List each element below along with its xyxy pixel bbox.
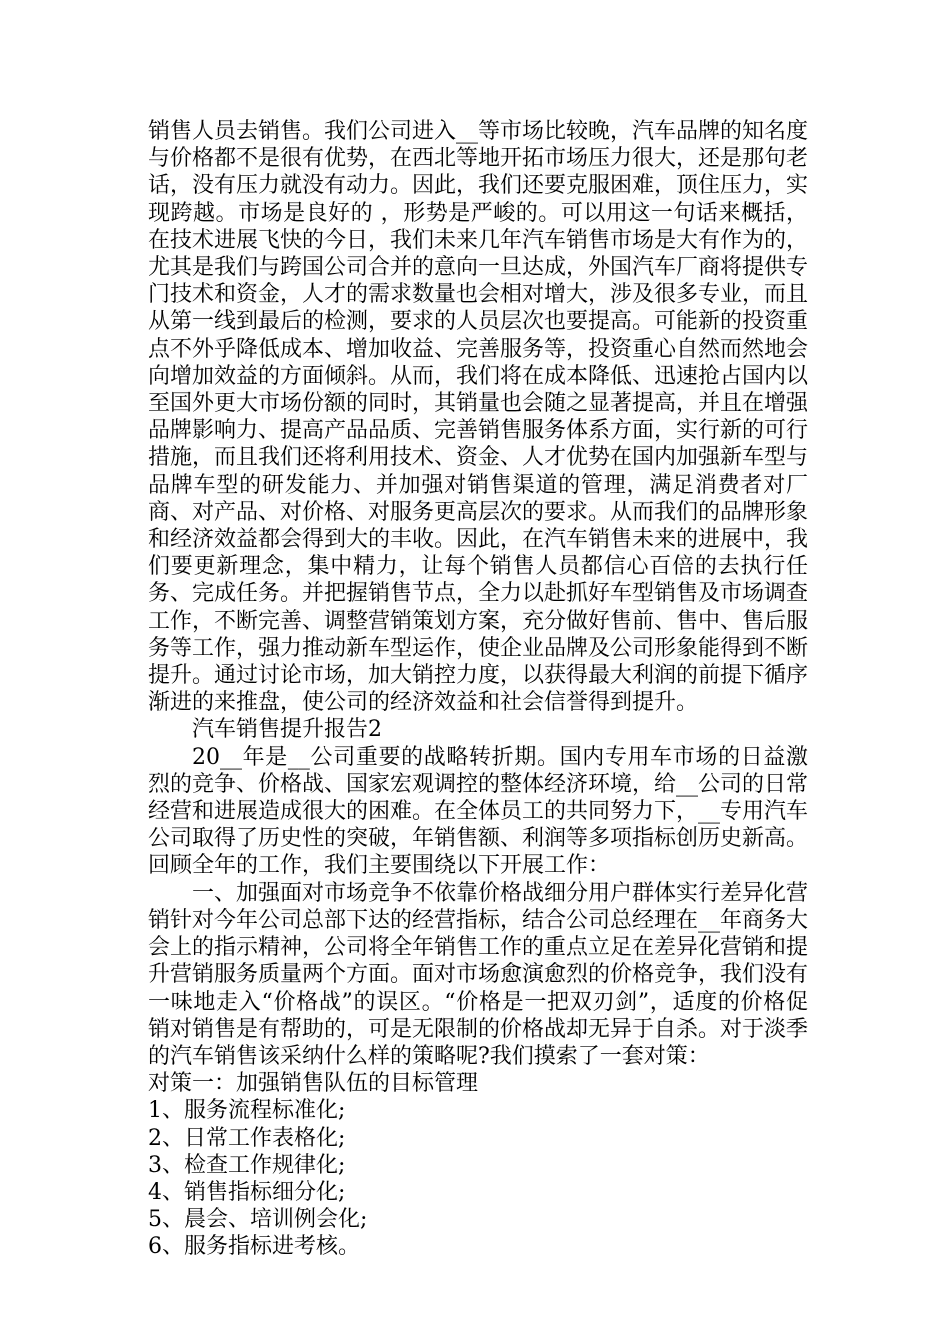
paragraph-point-one: 一、加强面对市场竞争不依靠价格战细分用户群体实行差异化营销针对今年公司总部下达的经营指标，结合公司总经理在__年商务大会上的指示精神，公司将全年销售工作的重点立足在差异化营销和提升营销服务质量两个方面。面对市场愈演愈烈的价格竞争，我们没有一味地走入“价格战”的误区。“价格是一把双刃剑”，适度的价格促销对销售是有帮助的，可是无限制的价格战却无异于自杀。对于淡季的汽车销售该采纳什么样的策略呢?我们摸索了一套对策： (148, 880, 809, 1069)
paragraph-intro: 销售人员去销售。我们公司进入__等市场比较晚，汽车品牌的知名度与价格都不是很有优势，在西北等地开拓市场压力很大，还是那句老话，没有压力就没有动力。因此，我们还要克服困难，顶住压力，实现跨越。市场是良好的 ，形势是严峻的。可以用这一句话来概括，在技术进展飞快的今日，我们未来几年汽车销售市场是大有作为的，尤其是我们与跨国公司合并的意向一旦达成，外国汽车厂商将提供专门技术和资金，人才的需求数量也会相对增大，涉及很多专业，而且从第一线到最后的检测，要求的人员层次也要提高。可能新的投资重点不外乎降低成本、增加收益、完善服务等，投资重心自然而然地会向增加效益的方面倾斜。从而，我们将在成本降低、迅速抢占国内以至国外更大市场份额的同时，其销量也会随之显著提高，并且在增强品牌影响力、提高产品品质、完善销售服务体系方面，实行新的可行措施，而且我们还将利用技术、资金、人才优势在国内加强新车型与品牌车型的研发能力、并加强对销售渠道的管理，满足消费者对厂商、对产品、对价格、对服务更高层次的要求。从而我们的品牌形象和经济效益都会得到大的丰收。因此，在汽车销售未来的进展中，我们要更新理念，集中精力，让每个销售人员都信心百倍的去执行任务、完成任务。并把握销售节点，全力以赴抓好车型销售及市场调查工作，不断完善、调整营销策划方案，充分做好售前、售中、售后服务等工作，强力推动新车型运作，使企业品牌及公司形象能得到不断提升。通过讨论市场，加大销控力度，以获得最大利润的前提下循序渐进的来推盘，使公司的经济效益和社会信誉得到提升。 (148, 119, 809, 716)
list-item: 6、服务指标进考核。 (148, 1234, 360, 1260)
section-title: 汽车销售提升报告2 (192, 717, 382, 743)
paragraph-year-review: 20__年是__公司重要的战略转折期。国内专用车市场的日益激烈的竞争、价格战、国家宏观调控的整体经济环境，给__公司的日常经营和进展造成很大的困难。在全体员工的共同努力下，__专用汽车公司取得了历史性的突破，年销售额、利润等多项指标创历史新高。回顾全年的工作，我们主要围绕以下开展工作： (148, 744, 809, 879)
list-item: 3、检查工作规律化; (148, 1152, 346, 1178)
list-item: 5、晨会、培训例会化; (148, 1207, 368, 1233)
list-item: 4、销售指标细分化; (148, 1179, 346, 1205)
document-body (148, 118, 808, 1261)
list-item: 1、服务流程标准化; (148, 1098, 346, 1124)
strategy-title: 对策一：加强销售队伍的目标管理 (148, 1071, 479, 1097)
list-item: 2、日常工作表格化; (148, 1125, 346, 1151)
